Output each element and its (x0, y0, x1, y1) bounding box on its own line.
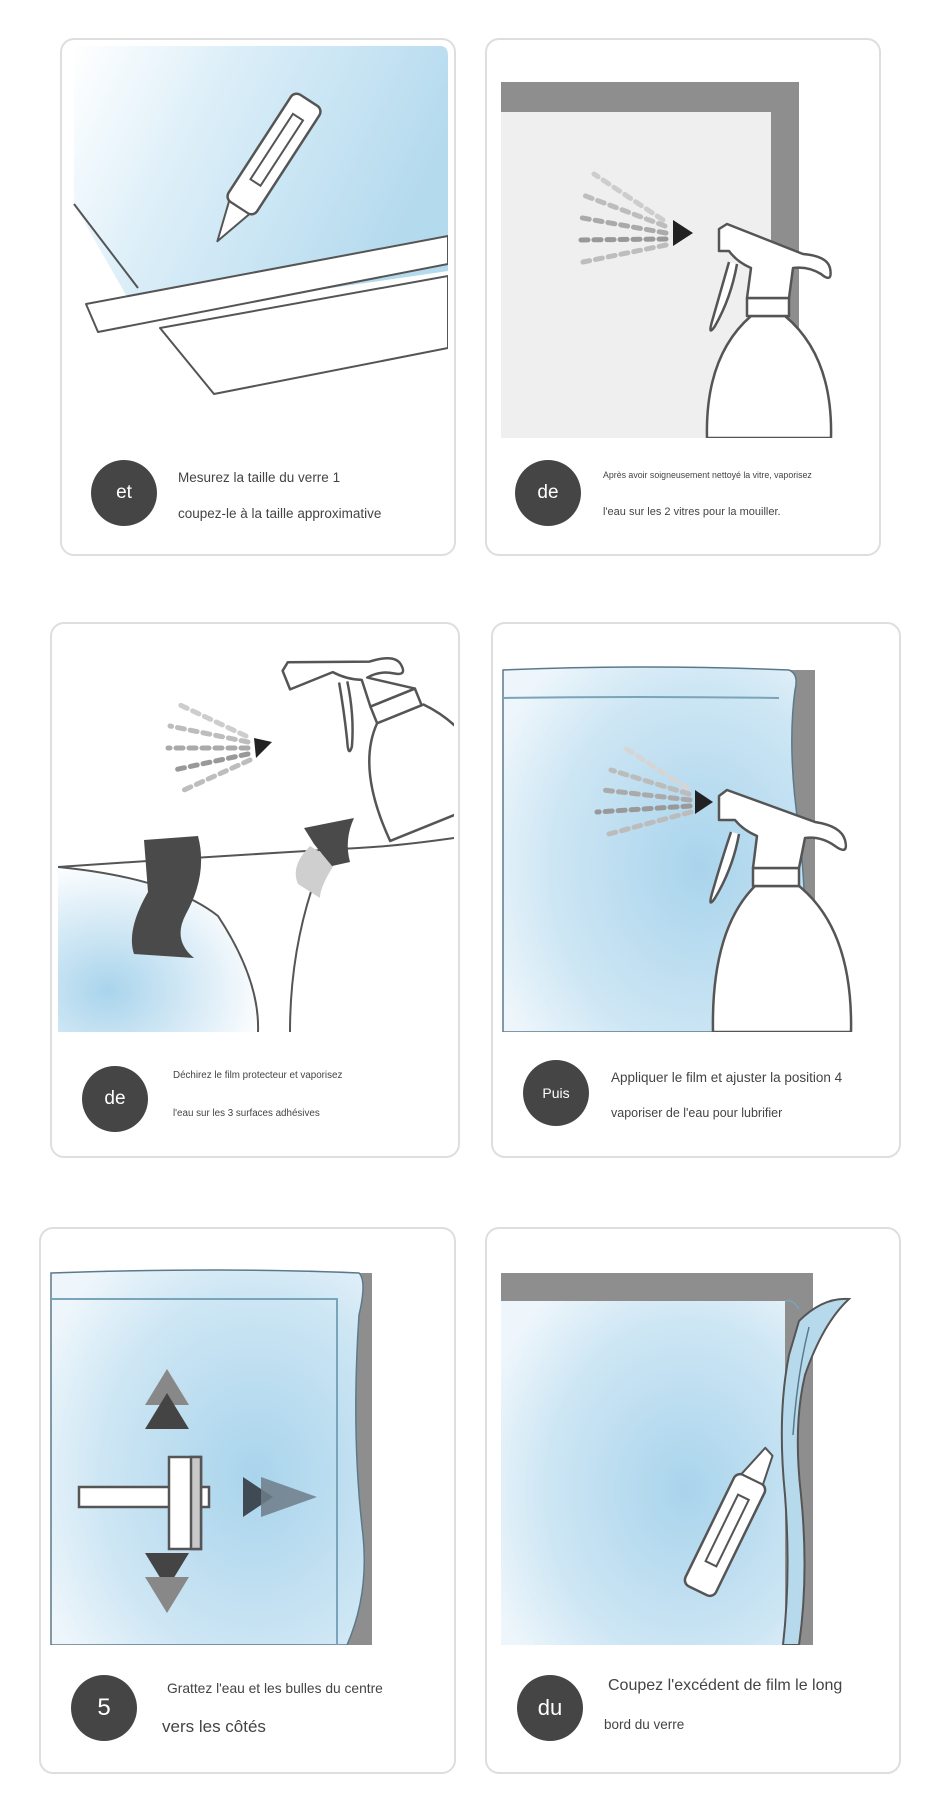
step-caption-line2: vers les côtés (162, 1717, 266, 1736)
step-card-6 (485, 1227, 901, 1774)
step-caption-line1: Coupez l'excédent de film le long (608, 1677, 843, 1694)
step-5-illustration (47, 1235, 450, 1645)
step-badge: du (517, 1675, 583, 1741)
step-card-5 (39, 1227, 456, 1774)
step-3-illustration (58, 630, 454, 1032)
step-1-illustration (68, 46, 448, 438)
step-card-2 (485, 38, 881, 556)
step-caption-line1: Appliquer le film et ajuster la position 4 (611, 1070, 843, 1085)
step-caption-line2: l'eau sur les 2 vitres pour la mouiller. (603, 506, 781, 518)
step-card-3 (50, 622, 460, 1158)
step-caption-line2: coupez-le à la taille approximative (178, 506, 382, 521)
step-caption-line1: Après avoir soigneusement nettoyé la vitre, vaporisez (603, 470, 812, 480)
step-caption-line2: vaporiser de l'eau pour lubrifier (611, 1106, 783, 1120)
step-badge: 5 (71, 1675, 137, 1741)
step-badge: Puis (523, 1060, 589, 1126)
step-caption-line1: Mesurez la taille du verre 1 (178, 470, 341, 485)
step-card-1 (60, 38, 456, 556)
step-6-illustration (493, 1235, 895, 1645)
step-caption-line1: Déchirez le film protecteur et vaporisez (173, 1070, 343, 1081)
step-badge: et (91, 460, 157, 526)
step-badge: de (515, 460, 581, 526)
step-2-illustration (493, 46, 873, 438)
step-caption-line1: Grattez l'eau et les bulles du centre (167, 1681, 383, 1696)
step-caption-line2: bord du verre (604, 1717, 685, 1732)
step-4-illustration (499, 630, 895, 1032)
step-badge: de (82, 1066, 148, 1132)
step-card-4 (491, 622, 901, 1158)
step-caption-line2: l'eau sur les 3 surfaces adhésives (173, 1108, 320, 1119)
